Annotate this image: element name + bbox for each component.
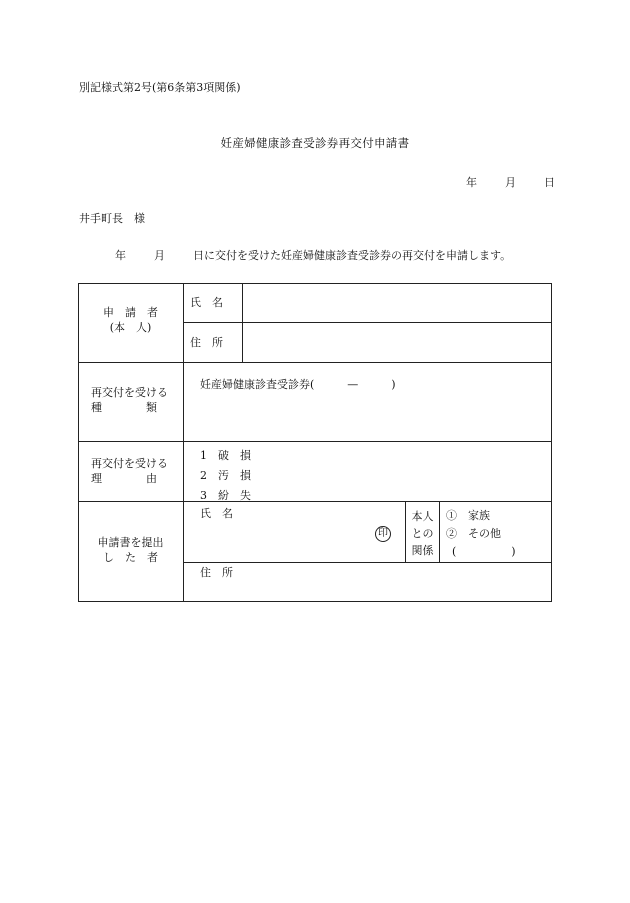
reason-label-line2: 理 由 — [91, 471, 157, 485]
reason-options — [200, 446, 251, 506]
relation-option-family[interactable]: ① 家族 — [446, 509, 490, 522]
reissue-type-value: 妊産婦健康診査受診券( — ) — [200, 378, 396, 391]
relation-label — [407, 508, 438, 559]
document-title: 妊産婦健康診査受診券再交付申請書 — [220, 136, 410, 150]
submitter-label — [78, 536, 183, 566]
date-day-label: 日 — [544, 176, 555, 189]
reissue-type-label — [91, 386, 168, 416]
applicant-label — [78, 306, 183, 336]
relation-label-line1: 本人 — [411, 510, 434, 523]
statement-year: 年 — [115, 249, 126, 262]
reason-option-lost[interactable]: 3 紛 失 — [200, 489, 251, 502]
date-year-label: 年 — [466, 176, 477, 189]
reason-label-line1: 再交付を受ける — [91, 457, 168, 470]
reason-option-soiled[interactable]: 2 汚 損 — [200, 469, 251, 482]
submitter-label-line1: 申請書を提出 — [97, 536, 164, 549]
statement-month: 月 — [154, 249, 165, 262]
applicant-label-line1: 申 請 者 — [103, 306, 158, 319]
date-line — [466, 177, 555, 188]
reason-option-damaged[interactable]: 1 破 損 — [200, 449, 251, 462]
relation-label-line2: との — [411, 527, 434, 540]
reissue-type-label-line1: 再交付を受ける — [91, 386, 168, 399]
relation-label-line3: 関係 — [411, 544, 434, 557]
reason-label — [91, 457, 168, 487]
applicant-name-field[interactable] — [250, 296, 545, 312]
reissue-type-label-line2: 種 類 — [91, 400, 157, 414]
applicant-address-label: 住 所 — [190, 336, 223, 349]
relation-option-other-detail[interactable]: ( ) — [452, 545, 516, 558]
submitter-name-label: 氏 名 — [200, 507, 233, 520]
form-reference: 別記様式第2号(第6条第3項関係) — [79, 81, 241, 94]
applicant-name-label: 氏 名 — [190, 296, 223, 309]
applicant-label-line2: (本 人) — [109, 320, 152, 334]
submitter-label-line2: し た 者 — [103, 550, 158, 564]
date-month-label: 月 — [505, 176, 516, 189]
submitter-address-label: 住 所 — [200, 566, 233, 579]
relation-option-other[interactable]: ② その他 — [446, 527, 501, 540]
addressee: 井手町長 様 — [79, 212, 145, 225]
relation-options — [446, 507, 516, 561]
statement-body: 日に交付を受けた妊産婦健康診査受診券の再交付を申請します。 — [193, 249, 512, 262]
seal-mark: 印 — [375, 526, 391, 542]
applicant-address-field[interactable] — [250, 336, 545, 352]
statement-text — [115, 250, 511, 261]
